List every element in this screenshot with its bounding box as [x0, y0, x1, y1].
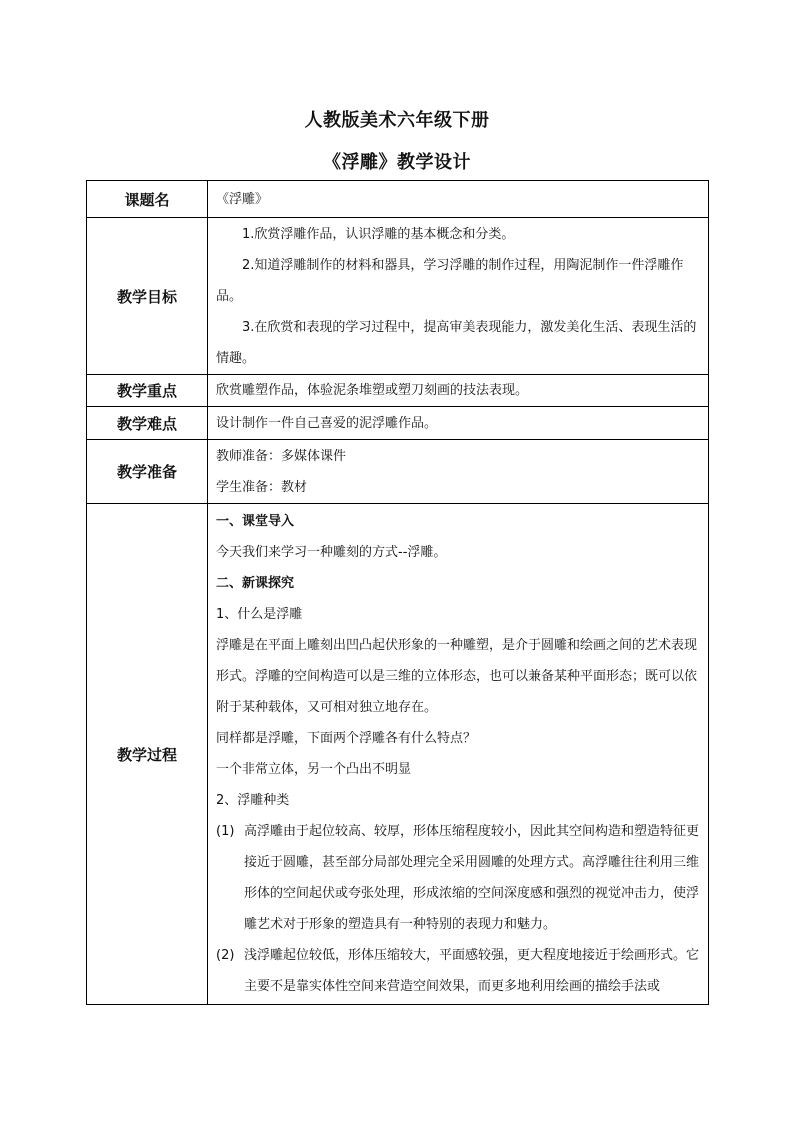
- table-row-process: [87, 504, 709, 1005]
- row-label-key-points: 教学重点: [87, 375, 208, 407]
- list-item: [216, 816, 702, 940]
- list-number: (1): [216, 824, 235, 839]
- section-heading: 二、新课探究: [216, 576, 295, 591]
- row-label-process: 教学过程: [87, 504, 208, 1005]
- row-value-process: [208, 504, 709, 1005]
- document-subtitle: 《浮雕》教学设计: [323, 152, 471, 173]
- row-label-objectives: 教学目标: [87, 218, 208, 375]
- table-row-key-points: [87, 375, 709, 407]
- table-row-objectives: [87, 218, 709, 375]
- lesson-plan-table: [86, 180, 709, 1005]
- subsection-heading: 1、什么是浮雕: [216, 607, 303, 622]
- objective-item: 2.知道浮雕制作的材料和器具，学习浮雕的制作过程，用陶泥制作一件浮雕作品。: [216, 257, 684, 304]
- paragraph: 同样都是浮雕，下面两个浮雕各有什么特点？: [216, 731, 477, 746]
- subsection-heading: 2、浮雕种类: [216, 793, 290, 808]
- teacher-preparation: 教师准备：多媒体课件: [216, 448, 347, 464]
- objective-item: 3.在欣赏和表现的学习过程中，提高审美表现能力，激发美化生活、表现生活的情趣。: [216, 319, 697, 366]
- row-value-preparation: [208, 440, 709, 504]
- document-title: 人教版美术六年级下册: [304, 110, 490, 131]
- section-heading: 一、课堂导入: [216, 514, 295, 529]
- topic-value: 《浮雕》: [216, 191, 269, 207]
- row-label-preparation: 教学准备: [87, 440, 208, 504]
- row-value-difficulties: [208, 407, 709, 440]
- objective-item: 1.欣赏浮雕作品，认识浮雕的基本概念和分类。: [242, 226, 515, 242]
- list-item: [216, 940, 702, 1002]
- list-text: 高浮雕由于起位较高、较厚，形体压缩程度较小，因此其空间构造和塑造特征更接近于圆雕，甚至部分局部处理完全采用圆雕的处理方式。高浮雕往往利用三维形体的空间起伏或夸张处理，形成浓缩的空间深度感和强烈的视觉冲击力，使浮雕艺术对于形象的塑造具有一种特别的表现力和魅力。: [244, 824, 700, 932]
- row-value-objectives: [208, 218, 709, 375]
- table-row-difficulties: [87, 407, 709, 440]
- student-preparation: 学生准备：教材: [216, 479, 308, 495]
- key-points-text: 欣赏雕塑作品，体验泥条堆塑或塑刀刻画的技法表现。: [216, 383, 529, 398]
- row-label-topic: 课题名: [87, 181, 208, 218]
- table-row-topic: [87, 181, 709, 218]
- row-value-topic: [208, 181, 709, 218]
- row-label-difficulties: 教学难点: [87, 407, 208, 440]
- paragraph: 一个非常立体，另一个凸出不明显: [216, 762, 412, 777]
- difficulties-text: 设计制作一件自己喜爱的泥浮雕作品。: [216, 415, 438, 431]
- paragraph: 浮雕是在平面上雕刻出凹凸起伏形象的一种雕塑，是介于圆雕和绘画之间的艺术表现形式。浮雕的空间构造可以是三维的立体形态，也可以兼备某种平面形态；既可以依附于某种载体，又可相对独立地存在。: [216, 638, 698, 715]
- row-value-key-points: [208, 375, 709, 407]
- table-row-preparation: [87, 440, 709, 504]
- list-text: 浅浮雕起位较低，形体压缩较大，平面感较强，更大程度地接近于绘画形式。它主要不是靠实体性空间来营造空间效果，而更多地利用绘画的描绘手法或: [244, 948, 700, 994]
- list-number: (2): [216, 948, 235, 963]
- paragraph: 今天我们来学习一种雕刻的方式--浮雕。: [216, 545, 447, 560]
